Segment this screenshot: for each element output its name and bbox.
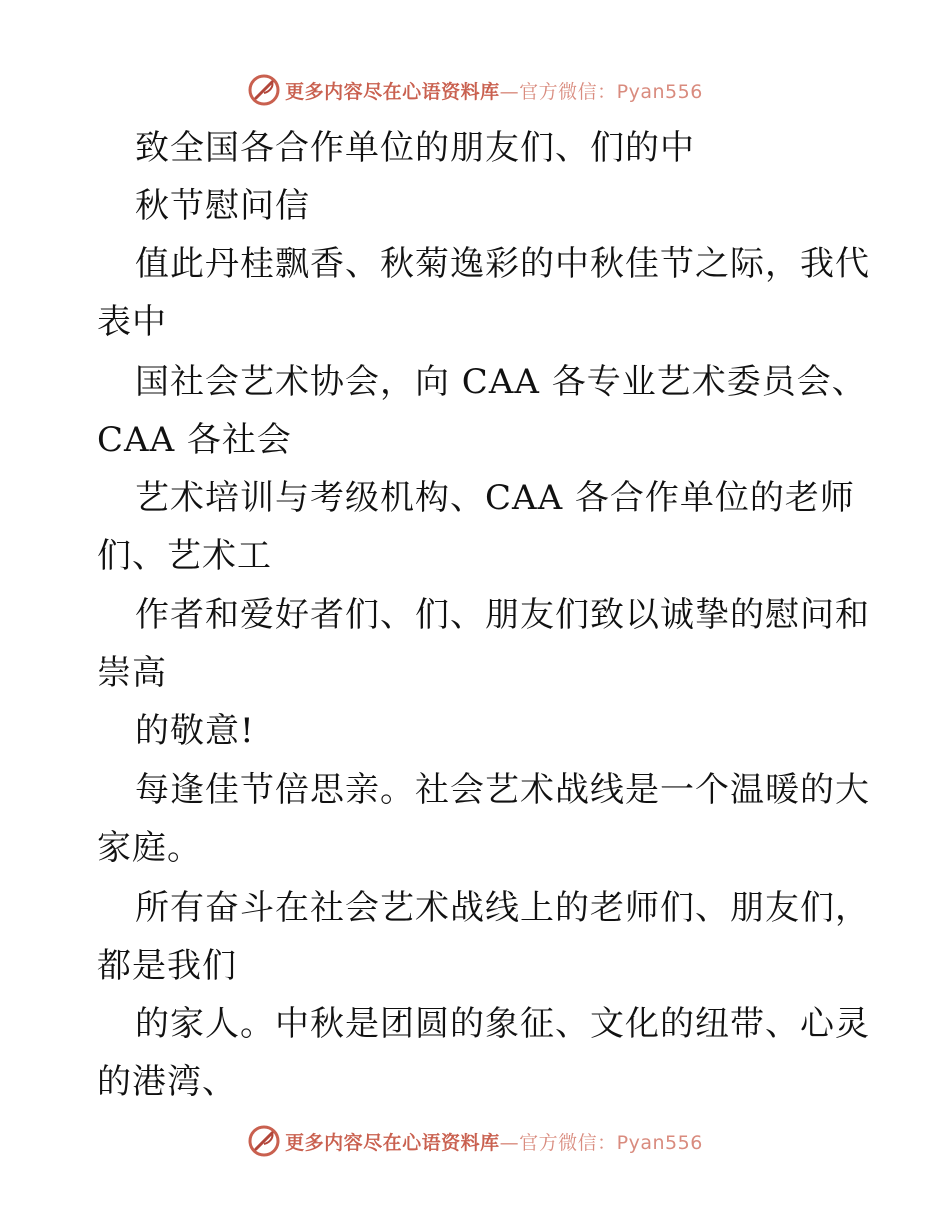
- body-line: 崇高: [97, 653, 167, 693]
- header-banner-tail: —官方微信：Pyan556: [499, 80, 703, 103]
- header-banner-text: [285, 77, 703, 104]
- body-line: 所有奋斗在社会艺术战线上的老师们、朋友们，: [135, 888, 870, 928]
- body-line: 秋节慰问信: [135, 186, 310, 226]
- footer-banner-tail: —官方微信：Pyan556: [499, 1131, 703, 1154]
- body-line: 们、艺术工: [97, 536, 272, 576]
- body-line: 艺术培训与考级机构、CAA 各合作单位的老师: [135, 478, 855, 518]
- body-line: 的家人。中秋是团圆的象征、文化的纽带、心灵: [135, 1004, 870, 1044]
- body-line: 家庭。: [97, 828, 202, 868]
- footer-banner-text: [285, 1128, 703, 1155]
- feather-pen-logo-icon: [247, 73, 281, 107]
- body-line: 每逢佳节倍思亲。社会艺术战线是一个温暖的大: [135, 770, 870, 810]
- feather-pen-logo-icon: [247, 1124, 281, 1158]
- body-line: 都是我们: [97, 946, 237, 986]
- body-line: 值此丹桂飘香、秋菊逸彩的中秋佳节之际，我代: [135, 244, 870, 284]
- footer-banner: [0, 1121, 950, 1161]
- body-line: 致全国各合作单位的朋友们、们的中: [135, 128, 695, 168]
- body-line: CAA 各社会: [97, 420, 292, 460]
- header-banner: [0, 70, 950, 110]
- body-line: 的敬意!: [135, 711, 255, 751]
- footer-banner-main: 更多内容尽在心语资料库: [285, 1131, 500, 1154]
- header-banner-main: 更多内容尽在心语资料库: [285, 80, 500, 103]
- body-line: 作者和爱好者们、们、朋友们致以诚挚的慰问和: [135, 595, 870, 635]
- body-line: 表中: [97, 302, 167, 342]
- body-line: 国社会艺术协会，向 CAA 各专业艺术委员会、: [135, 362, 867, 402]
- body-line: 的港湾、: [97, 1062, 237, 1102]
